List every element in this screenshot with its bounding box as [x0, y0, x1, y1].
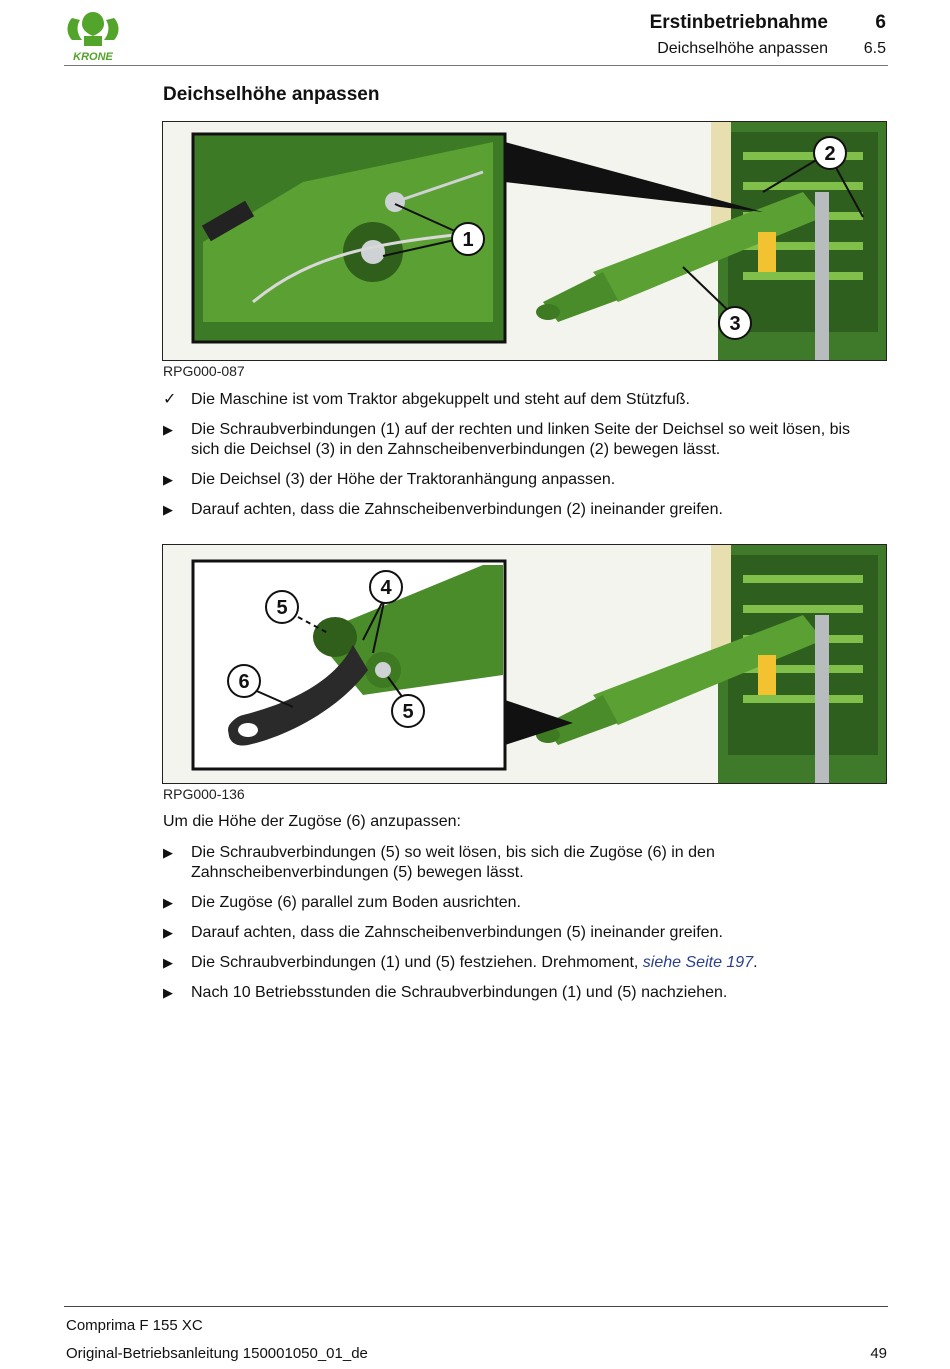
- logo-text: KRONE: [73, 51, 113, 63]
- svg-text:5: 5: [402, 701, 414, 723]
- callout-1: [452, 223, 484, 255]
- instruction-intro: Um die Höhe der Zugöse (6) anzupassen:: [163, 813, 461, 830]
- footer-model: Comprima F 155 XC: [66, 1317, 203, 1334]
- step-text: Die Schraubverbindungen (1) auf der rechten und linken Seite der Deichsel so weit lösen, bis sich die Deichsel (3) in den Zahnscheibenverbindungen (2) bewegen lässt.: [191, 421, 851, 458]
- step-text-after-link: .: [753, 954, 758, 971]
- step-text: Darauf achten, dass die Zahnscheibenverbindungen (2) ineinander greifen.: [191, 501, 723, 518]
- step-text: [191, 953, 881, 973]
- footer-manual-id: Original-Betriebsanleitung 150001050_01_de: [66, 1345, 368, 1362]
- figure-drawbar-eye-adjustment: [162, 544, 887, 784]
- checkmark-icon: ✓: [163, 391, 177, 408]
- step-text: Die Deichsel (3) der Höhe der Traktoranhängung anpassen.: [191, 471, 616, 488]
- svg-text:6: 6: [238, 671, 250, 693]
- triangle-bullet-icon: ▶: [163, 925, 173, 940]
- page-reference-link[interactable]: siehe Seite 197: [642, 954, 754, 971]
- callout-4: [370, 571, 402, 603]
- figure-drawbar-adjustment: [162, 121, 887, 361]
- figure2-caption: RPG000-136: [163, 786, 245, 802]
- triangle-bullet-icon: ▶: [163, 502, 173, 517]
- triangle-bullet-icon: ▶: [163, 955, 173, 970]
- krone-logo: [64, 8, 122, 64]
- chapter-title: Erstinbetriebnahme: [649, 12, 828, 33]
- callout-5-bottom: [392, 695, 424, 727]
- svg-text:2: 2: [824, 143, 836, 165]
- svg-text:4: 4: [380, 577, 392, 599]
- step-text: Die Maschine ist vom Traktor abgekuppelt und steht auf dem Stützfuß.: [191, 391, 690, 408]
- step-text: Die Schraubverbindungen (5) so weit lösen, bis sich die Zugöse (6) in den Zahnscheibenverbindungen (5) bewegen lässt.: [191, 844, 715, 881]
- svg-text:5: 5: [276, 597, 288, 619]
- callout-2: [814, 137, 846, 169]
- chapter-number: 6: [875, 12, 886, 33]
- page-number: 49: [870, 1345, 887, 1362]
- header-divider: [64, 65, 888, 66]
- footer-divider: [64, 1306, 888, 1307]
- section-number: 6.5: [863, 40, 886, 57]
- triangle-bullet-icon: ▶: [163, 472, 173, 487]
- triangle-bullet-icon: ▶: [163, 985, 173, 1000]
- callout-5-top: [266, 591, 298, 623]
- step-text-before-link: Die Schraubverbindungen (1) und (5) festziehen. Drehmoment,: [191, 954, 643, 971]
- step-text: Darauf achten, dass die Zahnscheibenverbindungen (5) ineinander greifen.: [191, 924, 723, 941]
- figure1-caption: RPG000-087: [163, 363, 245, 379]
- svg-text:3: 3: [729, 313, 741, 335]
- section-heading: Deichselhöhe anpassen: [163, 84, 380, 105]
- callout-6: [228, 665, 260, 697]
- section-title-header: Deichselhöhe anpassen: [657, 40, 828, 57]
- triangle-bullet-icon: ▶: [163, 895, 173, 910]
- callout-3: [719, 307, 751, 339]
- triangle-bullet-icon: ▶: [163, 422, 173, 437]
- svg-text:1: 1: [462, 229, 474, 251]
- step-text: Die Zugöse (6) parallel zum Boden ausrichten.: [191, 894, 521, 911]
- triangle-bullet-icon: ▶: [163, 845, 173, 860]
- step-text: Nach 10 Betriebsstunden die Schraubverbindungen (1) und (5) nachziehen.: [191, 984, 728, 1001]
